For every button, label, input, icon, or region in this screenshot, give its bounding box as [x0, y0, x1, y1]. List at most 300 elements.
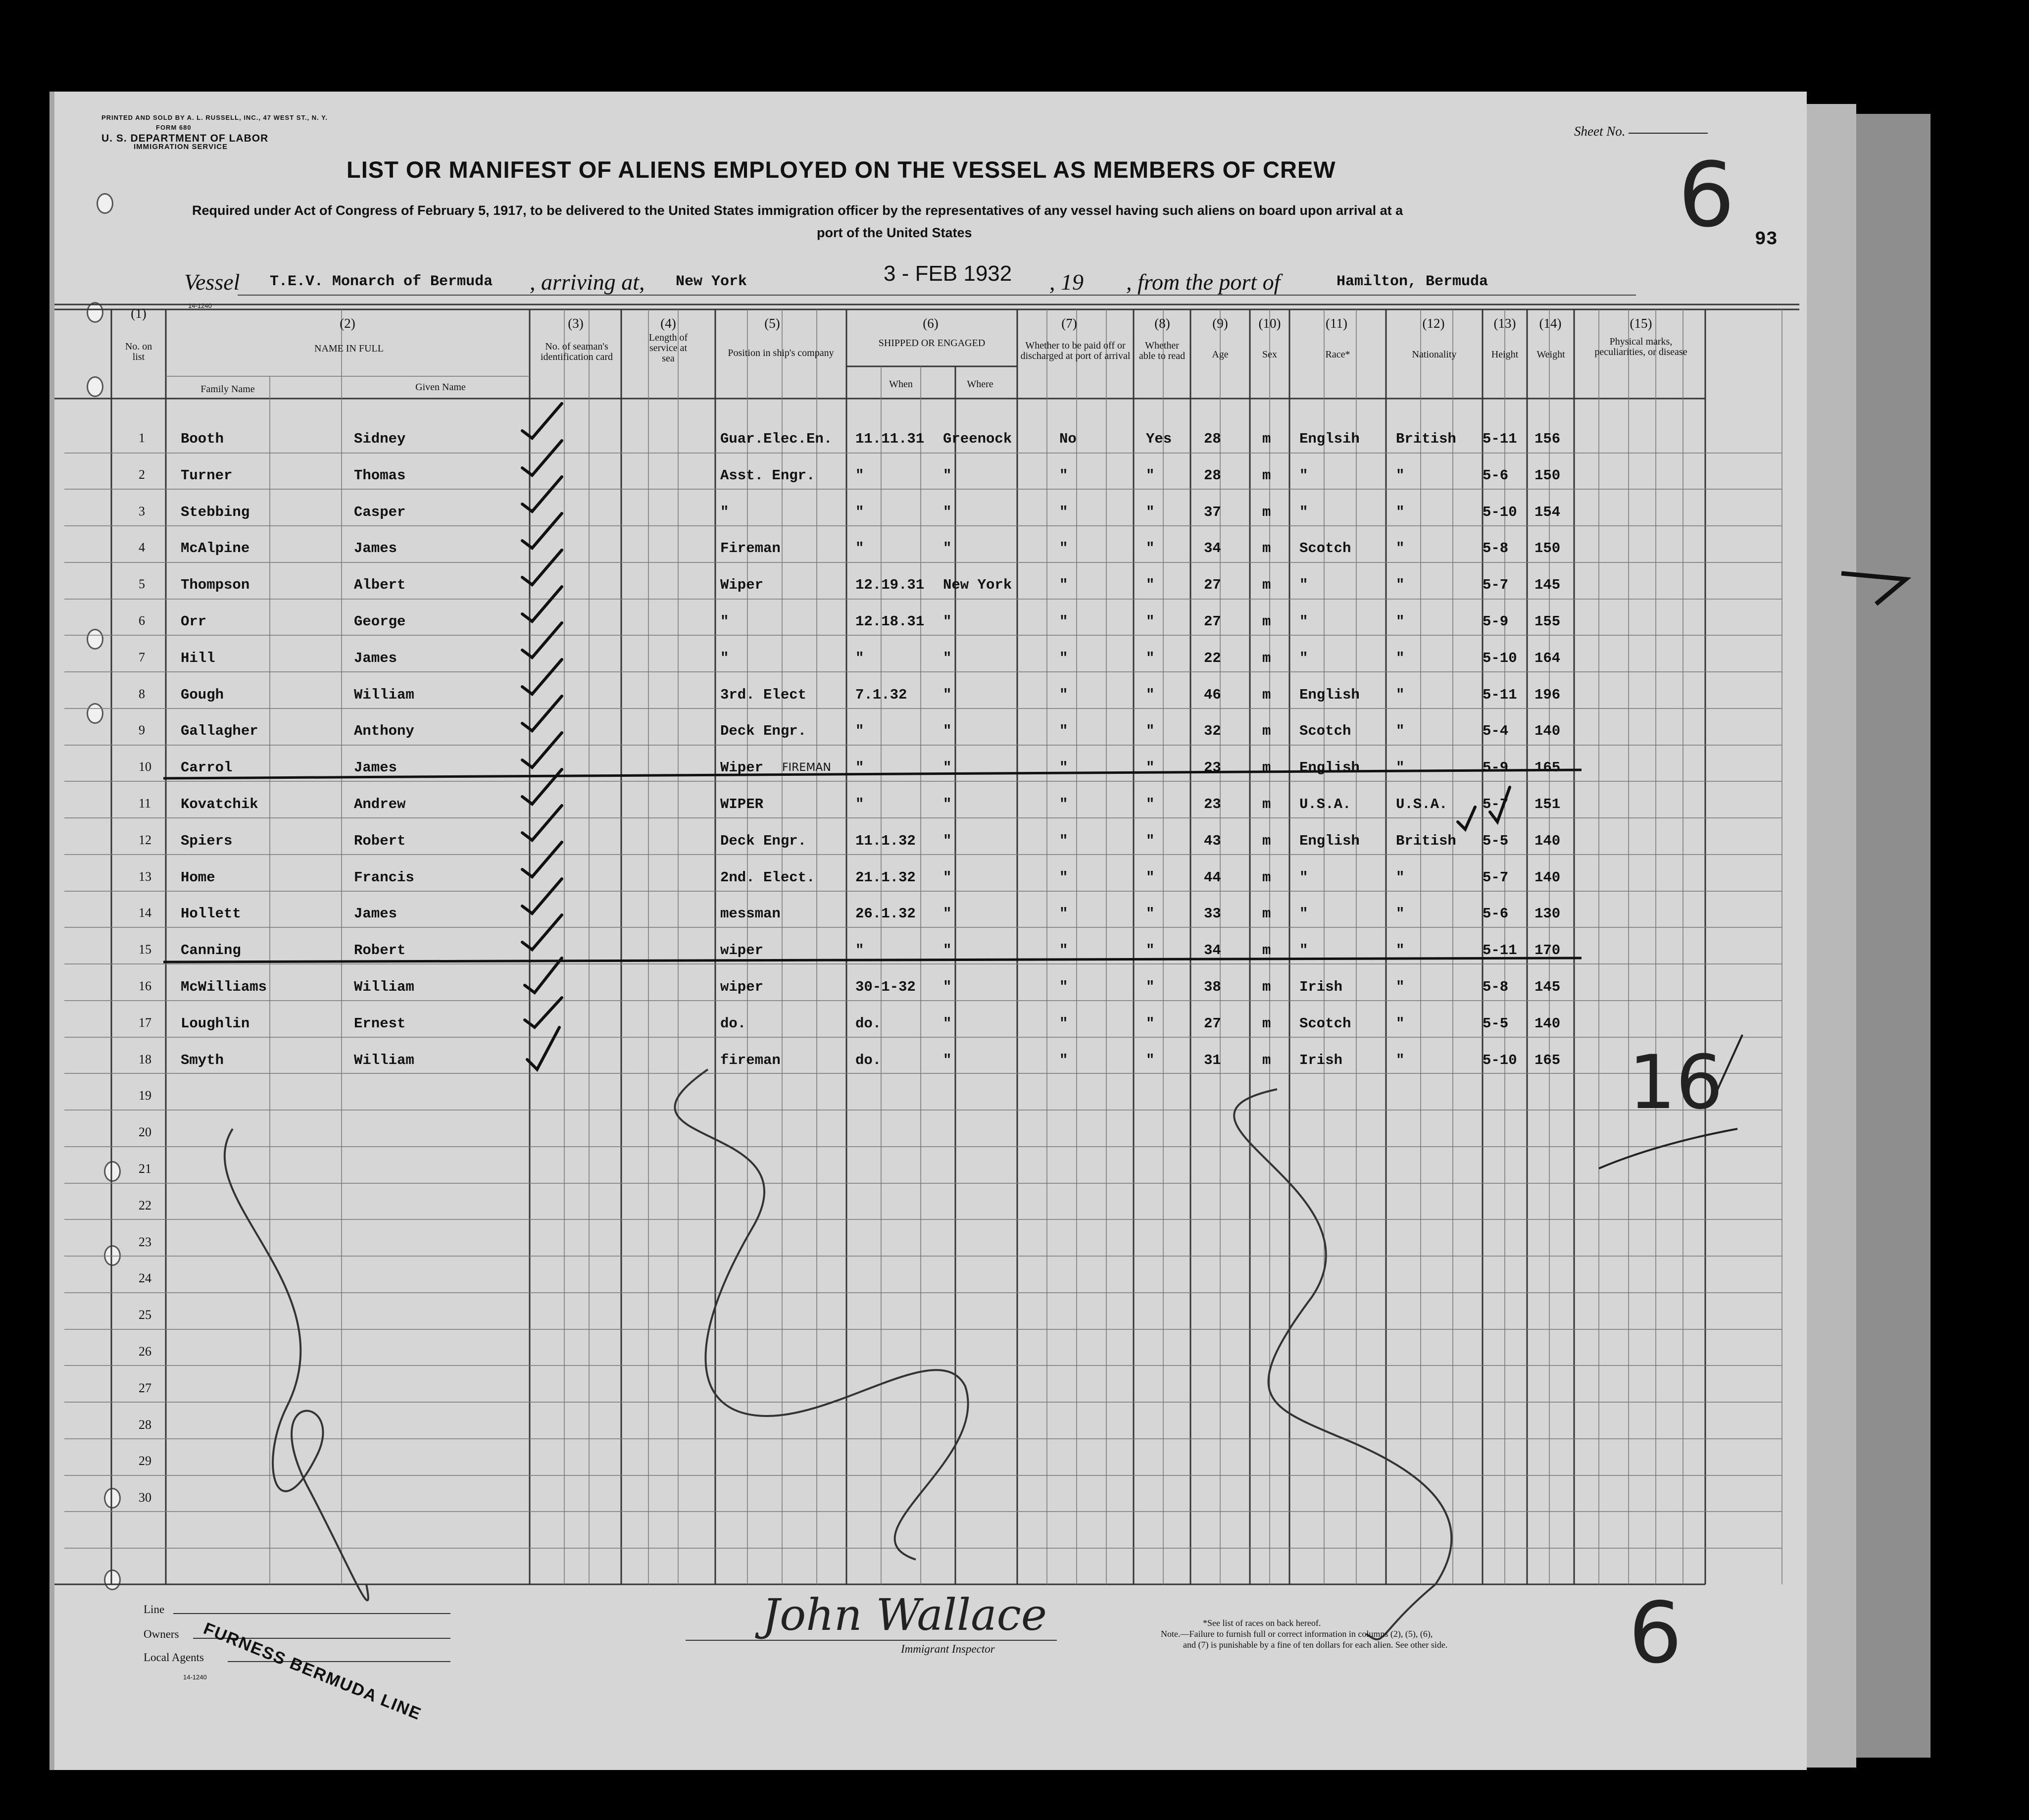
row-race: "	[1299, 650, 1308, 666]
furness-bermuda-stamp: FURNESS BERMUDA LINE	[200, 1619, 424, 1724]
row-when: "	[855, 650, 864, 666]
row-given: Sidney	[354, 431, 406, 447]
row-when: "	[855, 467, 864, 484]
row-position: "	[720, 613, 729, 630]
col-4-number: (4)	[660, 316, 676, 331]
row-nationality: "	[1396, 613, 1405, 630]
col-14-header: Weight	[1536, 349, 1565, 360]
row-position: 2nd. Elect.	[720, 869, 815, 886]
row-read: "	[1146, 540, 1155, 557]
row-paid: "	[1059, 759, 1068, 776]
row-race: "	[1299, 942, 1308, 959]
penalty-note-1: Note.—Failure to furnish full or correct information in columns (2), (5), (6),	[1161, 1629, 1433, 1639]
row-age: 27	[1204, 1015, 1221, 1032]
form-code-footer: 14-1240	[183, 1673, 207, 1681]
row-race: Englsih	[1299, 431, 1360, 447]
row-height: 5-10	[1483, 504, 1517, 520]
row-where: "	[943, 796, 952, 812]
row-height: 5-7	[1483, 577, 1509, 594]
owners-label: Owners	[144, 1628, 179, 1640]
row-nationality: "	[1396, 467, 1405, 484]
row-height: 5-9	[1483, 759, 1509, 776]
row-given: Anthony	[354, 723, 414, 740]
row-read: "	[1146, 723, 1155, 740]
col-2-header: NAME IN FULL	[314, 343, 384, 354]
row-no: 3	[139, 504, 145, 518]
row-height: 5-11	[1483, 686, 1517, 703]
from-port: Hamilton, Bermuda	[1336, 273, 1488, 290]
row-given: Andrew	[354, 796, 406, 812]
arriving-port: New York	[676, 273, 747, 290]
row-sex: m	[1262, 1015, 1271, 1032]
empty-row-number: 26	[139, 1344, 151, 1359]
row-when: 30-1-32	[855, 979, 916, 995]
penalty-note-2: and (7) is punishable by a fine of ten dollars for each alien. See other side.	[1183, 1640, 1448, 1650]
col-1-header: No. on list	[125, 341, 152, 362]
row-paid: No	[1059, 431, 1077, 447]
row-nationality: "	[1396, 686, 1405, 703]
row-given: Robert	[354, 832, 406, 849]
row-age: 32	[1204, 723, 1221, 740]
row-family: Hollett	[181, 906, 241, 922]
row-where: New York	[943, 577, 1012, 594]
row-no: 6	[139, 613, 145, 628]
row-age: 22	[1204, 650, 1221, 666]
row-weight: 164	[1534, 650, 1561, 666]
row-no: 4	[139, 540, 145, 555]
col-7-header: Whether to be paid off or discharged at port of arrival	[1020, 340, 1131, 361]
row-when: 26.1.32	[855, 906, 916, 922]
row-no: 2	[139, 467, 145, 482]
row-nationality: British	[1396, 832, 1456, 849]
row-where: "	[943, 942, 952, 959]
row-given: James	[354, 759, 397, 776]
row-read: "	[1146, 796, 1155, 812]
row-when: 12.18.31	[855, 613, 925, 630]
row-position: 3rd. Elect	[720, 686, 807, 703]
empty-row-number: 24	[139, 1271, 151, 1286]
row-weight: 154	[1534, 504, 1561, 520]
empty-row-number: 27	[139, 1380, 151, 1395]
row-no: 9	[139, 723, 145, 738]
row-when: 12.19.31	[855, 577, 925, 594]
row-position: wiper	[720, 942, 764, 959]
col-family-header: Family Name	[200, 384, 255, 395]
col-12-header: Nationality	[1412, 349, 1457, 360]
row-age: 28	[1204, 467, 1221, 484]
row-where: "	[943, 979, 952, 995]
row-weight: 130	[1534, 906, 1561, 922]
row-height: 5-8	[1483, 540, 1509, 557]
row-where: "	[943, 906, 952, 922]
row-race: "	[1299, 577, 1308, 594]
row-when: "	[855, 759, 864, 776]
row-age: 34	[1204, 942, 1221, 959]
row-height: 5-10	[1483, 1052, 1517, 1068]
row-where: "	[943, 869, 952, 886]
row-family: Stebbing	[181, 504, 250, 520]
col-11-header: Race*	[1325, 349, 1350, 360]
row-given: Francis	[354, 869, 414, 886]
row-family: Kovatchik	[181, 796, 258, 812]
row-race: "	[1299, 613, 1308, 630]
row-sex: m	[1262, 467, 1271, 484]
row-read: "	[1146, 832, 1155, 849]
form-code: 14-1240	[188, 302, 212, 309]
row-position: Wiper	[720, 577, 764, 594]
signature-line	[686, 1640, 1057, 1641]
row-given: James	[354, 906, 397, 922]
row-height: 5-5	[1483, 1015, 1509, 1032]
row-when: 21.1.32	[855, 869, 916, 886]
row-sex: m	[1262, 869, 1271, 886]
year-label: , 19	[1049, 269, 1084, 295]
row-given: William	[354, 979, 414, 995]
row-position: Wiper	[720, 759, 764, 776]
row-family: Carrol	[181, 759, 233, 776]
row-position-note: FIREMAN	[782, 761, 831, 774]
row-read: "	[1146, 1015, 1155, 1032]
row-no: 7	[139, 650, 145, 664]
handwritten-bottom-number: 6	[1629, 1584, 1683, 1682]
row-read: "	[1146, 504, 1155, 520]
row-race: "	[1299, 467, 1308, 484]
col-where-header: Where	[967, 379, 993, 390]
row-when: 7.1.32	[855, 686, 907, 703]
row-position: Guar.Elec.En.	[720, 431, 833, 447]
empty-row-number: 19	[139, 1088, 151, 1103]
row-paid: "	[1059, 577, 1068, 594]
row-position: WIPER	[720, 796, 764, 812]
row-sex: m	[1262, 942, 1271, 959]
col-3-header: No. of seaman's identification card	[540, 341, 613, 362]
row-read: Yes	[1146, 431, 1172, 447]
row-height: 5-4	[1483, 723, 1509, 740]
row-race: "	[1299, 906, 1308, 922]
row-weight: 170	[1534, 942, 1561, 959]
row-nationality: "	[1396, 942, 1405, 959]
row-position: Asst. Engr.	[720, 467, 815, 484]
row-given: James	[354, 540, 397, 557]
printer-line: PRINTED AND SOLD BY A. L. RUSSELL, INC., 47 WEST ST., N. Y.	[101, 114, 328, 121]
col-15-header: Physical marks, peculiarities, or disease	[1594, 336, 1687, 357]
row-when: "	[855, 723, 864, 740]
row-weight: 156	[1534, 431, 1561, 447]
local-agents-label: Local Agents	[144, 1651, 204, 1664]
row-when: "	[855, 540, 864, 557]
row-read: "	[1146, 869, 1155, 886]
row-age: 44	[1204, 869, 1221, 886]
row-read: "	[1146, 613, 1155, 630]
row-sex: m	[1262, 906, 1271, 922]
row-nationality: "	[1396, 1052, 1405, 1068]
col-13-header: Height	[1491, 349, 1519, 360]
row-weight: 150	[1534, 540, 1561, 557]
row-age: 43	[1204, 832, 1221, 849]
row-family: Loughlin	[181, 1015, 250, 1032]
col-9-header: Age	[1212, 349, 1229, 360]
row-paid: "	[1059, 979, 1068, 995]
row-weight: 150	[1534, 467, 1561, 484]
row-where: "	[943, 759, 952, 776]
date-stamp: 3 - FEB 1932	[884, 261, 1012, 286]
strike-line-row-15	[163, 958, 1582, 962]
row-age: 31	[1204, 1052, 1221, 1068]
vessel-name: T.E.V. Monarch of Bermuda	[270, 273, 493, 290]
row-paid: "	[1059, 504, 1068, 520]
empty-row-number: 23	[139, 1234, 151, 1249]
row-race: Scotch	[1299, 1015, 1351, 1032]
col-10-number: (10)	[1258, 316, 1281, 331]
row-paid: "	[1059, 686, 1068, 703]
row-age: 33	[1204, 906, 1221, 922]
row-given: Ernest	[354, 1015, 406, 1032]
handwritten-count: 16	[1629, 1040, 1723, 1126]
subtitle-line-1: Required under Act of Congress of February 5, 1917, to be delivered to the United States immigration officer by the representatives of any vessel having such aliens on board upon arrival at a	[192, 203, 1403, 218]
row-age: 23	[1204, 759, 1221, 776]
row-read: "	[1146, 759, 1155, 776]
row-family: Smyth	[181, 1052, 224, 1068]
row-no: 12	[139, 832, 151, 847]
row-age: 27	[1204, 613, 1221, 630]
row-sex: m	[1262, 613, 1271, 630]
row-race: "	[1299, 504, 1308, 520]
row-race: English	[1299, 759, 1360, 776]
row-read: "	[1146, 467, 1155, 484]
row-weight: 151	[1534, 796, 1561, 812]
row-family: Canning	[181, 942, 241, 959]
row-sex: m	[1262, 979, 1271, 995]
row-when: "	[855, 504, 864, 520]
row-given: William	[354, 1052, 414, 1068]
inspector-signature: John Wallace	[762, 1589, 1047, 1640]
row-weight: 155	[1534, 613, 1561, 630]
row-family: McWilliams	[181, 979, 267, 995]
row-position: Deck Engr.	[720, 832, 807, 849]
row-weight: 145	[1534, 979, 1561, 995]
form-number: FORM 680	[156, 124, 192, 131]
empty-row-number: 20	[139, 1125, 151, 1140]
col-given-header: Given Name	[415, 382, 466, 393]
row-family: Thompson	[181, 577, 250, 594]
row-height: 5-8	[1483, 979, 1509, 995]
row-weight: 165	[1534, 759, 1561, 776]
row-sex: m	[1262, 540, 1271, 557]
row-nationality: U.S.A.	[1396, 796, 1448, 812]
row-where: Greenock	[943, 431, 1012, 447]
row-no: 5	[139, 577, 145, 592]
row-sex: m	[1262, 723, 1271, 740]
row-given: George	[354, 613, 406, 630]
row-height: 5-11	[1483, 942, 1517, 959]
row-height: 5-7	[1483, 869, 1509, 886]
row-where: "	[943, 540, 952, 557]
row-where: "	[943, 832, 952, 849]
row-no: 18	[139, 1052, 151, 1066]
row-family: Home	[181, 869, 215, 886]
row-read: "	[1146, 979, 1155, 995]
row-where: "	[943, 1015, 952, 1032]
row-paid: "	[1059, 540, 1068, 557]
row-nationality: "	[1396, 906, 1405, 922]
col-2-number: (2)	[340, 316, 355, 331]
row-position: wiper	[720, 979, 764, 995]
row-sex: m	[1262, 796, 1271, 812]
col-5-number: (5)	[764, 316, 780, 331]
row-where: "	[943, 650, 952, 666]
col-10-header: Sex	[1262, 349, 1277, 360]
empty-row-number: 21	[139, 1162, 151, 1176]
row-race: "	[1299, 869, 1308, 886]
col-11-number: (11)	[1326, 316, 1347, 331]
from-port-label: , from the port of	[1126, 269, 1281, 295]
row-weight: 140	[1534, 723, 1561, 740]
row-family: McAlpine	[181, 540, 250, 557]
row-read: "	[1146, 942, 1155, 959]
col-3-number: (3)	[568, 316, 584, 331]
row-race: English	[1299, 832, 1360, 849]
subtitle-line-2: port of the United States	[817, 225, 972, 240]
row-race: Scotch	[1299, 540, 1351, 557]
row-when: do.	[855, 1052, 882, 1068]
row-age: 28	[1204, 431, 1221, 447]
row-no: 11	[139, 796, 151, 810]
row-weight: 140	[1534, 1015, 1561, 1032]
col-15-number: (15)	[1630, 316, 1652, 331]
row-paid: "	[1059, 869, 1068, 886]
row-sex: m	[1262, 1052, 1271, 1068]
row-race: Irish	[1299, 979, 1343, 995]
row-where: "	[943, 1052, 952, 1068]
col-8-number: (8)	[1154, 316, 1170, 331]
row-nationality: "	[1396, 979, 1405, 995]
row-given: James	[354, 650, 397, 666]
col-7-number: (7)	[1061, 316, 1077, 331]
row-age: 37	[1204, 504, 1221, 520]
row-no: 1	[139, 431, 145, 445]
inspector-label: Immigrant Inspector	[901, 1643, 995, 1655]
handwritten-sheet-number: 6	[1678, 144, 1735, 247]
row-sex: m	[1262, 504, 1271, 520]
row-when: 11.1.32	[855, 832, 916, 849]
row-sex: m	[1262, 832, 1271, 849]
row-family: Turner	[181, 467, 233, 484]
row-paid: "	[1059, 942, 1068, 959]
row-nationality: "	[1396, 650, 1405, 666]
row-sex: m	[1262, 686, 1271, 703]
empty-row-number: 28	[139, 1417, 151, 1432]
row-given: Thomas	[354, 467, 406, 484]
col-8-header: Whether able to read	[1138, 340, 1186, 361]
row-age: 27	[1204, 577, 1221, 594]
row-where: "	[943, 504, 952, 520]
row-when: 11.11.31	[855, 431, 925, 447]
row-race: Scotch	[1299, 723, 1351, 740]
row-position: Deck Engr.	[720, 723, 807, 740]
row-no: 17	[139, 1015, 151, 1030]
row-sex: m	[1262, 577, 1271, 594]
row-family: Orr	[181, 613, 207, 630]
row-weight: 140	[1534, 832, 1561, 849]
col-9-number: (9)	[1212, 316, 1228, 331]
row-height: 5-6	[1483, 467, 1509, 484]
arriving-label: , arriving at,	[530, 269, 645, 295]
row-family: Booth	[181, 431, 224, 447]
row-race: English	[1299, 686, 1360, 703]
row-paid: "	[1059, 723, 1068, 740]
row-no: 14	[139, 906, 151, 920]
row-paid: "	[1059, 613, 1068, 630]
vessel-label: Vessel	[184, 269, 240, 295]
row-weight: 165	[1534, 1052, 1561, 1068]
row-sex: m	[1262, 431, 1271, 447]
page-title: LIST OR MANIFEST OF ALIENS EMPLOYED ON THE VESSEL AS MEMBERS OF CREW	[346, 156, 1336, 183]
row-read: "	[1146, 650, 1155, 666]
line-label: Line	[144, 1603, 165, 1616]
row-no: 15	[139, 942, 151, 957]
row-height: 5-6	[1483, 906, 1509, 922]
row-race: U.S.A.	[1299, 796, 1351, 812]
row-no: 10	[139, 759, 151, 774]
row-where: "	[943, 467, 952, 484]
service: IMMIGRATION SERVICE	[134, 143, 228, 151]
row-family: Gallagher	[181, 723, 258, 740]
row-sex: m	[1262, 650, 1271, 666]
row-nationality: British	[1396, 431, 1456, 447]
row-nationality: "	[1396, 540, 1405, 557]
row-age: 34	[1204, 540, 1221, 557]
col-5-header: Position in ship's company	[728, 348, 834, 358]
row-where: "	[943, 723, 952, 740]
row-read: "	[1146, 906, 1155, 922]
row-paid: "	[1059, 650, 1068, 666]
row-position: "	[720, 504, 729, 520]
row-paid: "	[1059, 796, 1068, 812]
row-read: "	[1146, 577, 1155, 594]
row-given: Casper	[354, 504, 406, 520]
row-weight: 140	[1534, 869, 1561, 886]
col-6-header: SHIPPED OR ENGAGED	[878, 338, 986, 349]
row-age: 23	[1204, 796, 1221, 812]
row-where: "	[943, 686, 952, 703]
row-paid: "	[1059, 467, 1068, 484]
row-given: William	[354, 686, 414, 703]
row-age: 46	[1204, 686, 1221, 703]
row-no: 13	[139, 869, 151, 884]
row-age: 38	[1204, 979, 1221, 995]
row-nationality: "	[1396, 759, 1405, 776]
row-nationality: "	[1396, 723, 1405, 740]
row-read: "	[1146, 1052, 1155, 1068]
col-4-header: Length of service at sea	[648, 332, 688, 364]
row-position: do.	[720, 1015, 746, 1032]
row-where: "	[943, 613, 952, 630]
row-position: "	[720, 650, 729, 666]
department: U. S. DEPARTMENT OF LABOR	[101, 133, 269, 144]
sheet-no-label: Sheet No.	[1574, 124, 1626, 139]
row-nationality: "	[1396, 1015, 1405, 1032]
row-position: fireman	[720, 1052, 781, 1068]
row-given: Albert	[354, 577, 406, 594]
row-family: Spiers	[181, 832, 233, 849]
row-race: Irish	[1299, 1052, 1343, 1068]
row-given: Robert	[354, 942, 406, 959]
col-12-number: (12)	[1422, 316, 1445, 331]
row-when: "	[855, 796, 864, 812]
row-when: "	[855, 942, 864, 959]
row-family: Gough	[181, 686, 224, 703]
row-paid: "	[1059, 832, 1068, 849]
